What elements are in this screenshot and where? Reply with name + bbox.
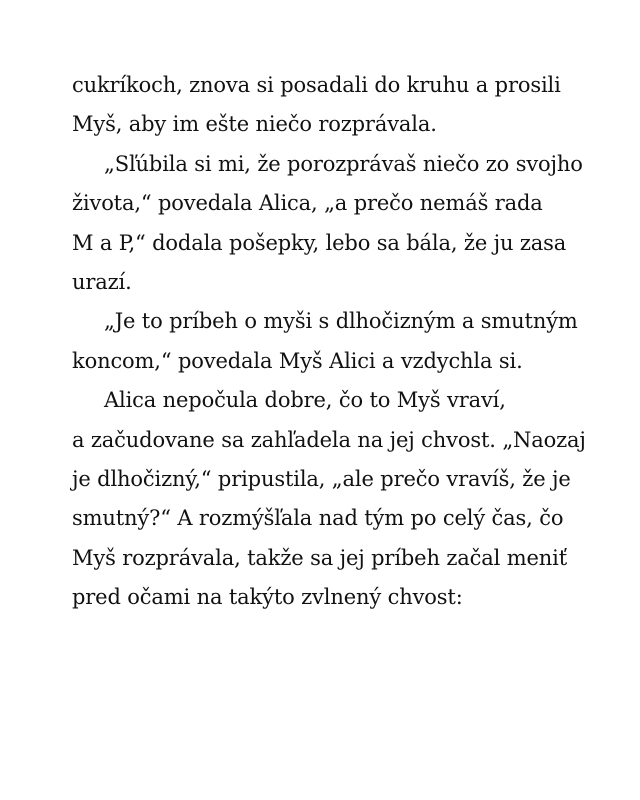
page-text — [72, 66, 586, 618]
text-line: pred očami na takýto zvlnený chvost: — [72, 585, 463, 610]
text-line: Alica nepočula dobre, čo to Myš vraví, — [104, 388, 506, 413]
text-line: je dlhočizný,“ pripustila, „ale prečo vravíš, že je — [72, 467, 571, 492]
text-line: „Je to príbeh o myši s dlhočizným a smutným — [104, 309, 578, 334]
text-line: Myš rozprávala, takže sa jej príbeh začal meniť — [72, 545, 567, 570]
text-line: M a P,“ dodala pošepky, lebo sa bála, že ju zasa — [72, 230, 567, 255]
text-line: „Sľúbila si mi, že porozprávaš niečo zo svojho — [104, 151, 583, 176]
text-line: Myš, aby im ešte niečo rozprávala. — [72, 112, 437, 137]
text-line: cukríkoch, znova si posadali do kruhu a prosili — [72, 73, 561, 97]
text-line: a začudovane sa zahľadela na jej chvost. „Naozaj — [72, 427, 586, 452]
text-line: koncom,“ povedala Myš Alici a vzdychla si. — [72, 348, 523, 373]
text-line: urazí. — [72, 270, 132, 295]
text-line: života,“ povedala Alica, „a prečo nemáš rada — [72, 191, 543, 216]
text-line: smutný?“ A rozmýšľala nad tým po celý čas, čo — [72, 506, 564, 531]
